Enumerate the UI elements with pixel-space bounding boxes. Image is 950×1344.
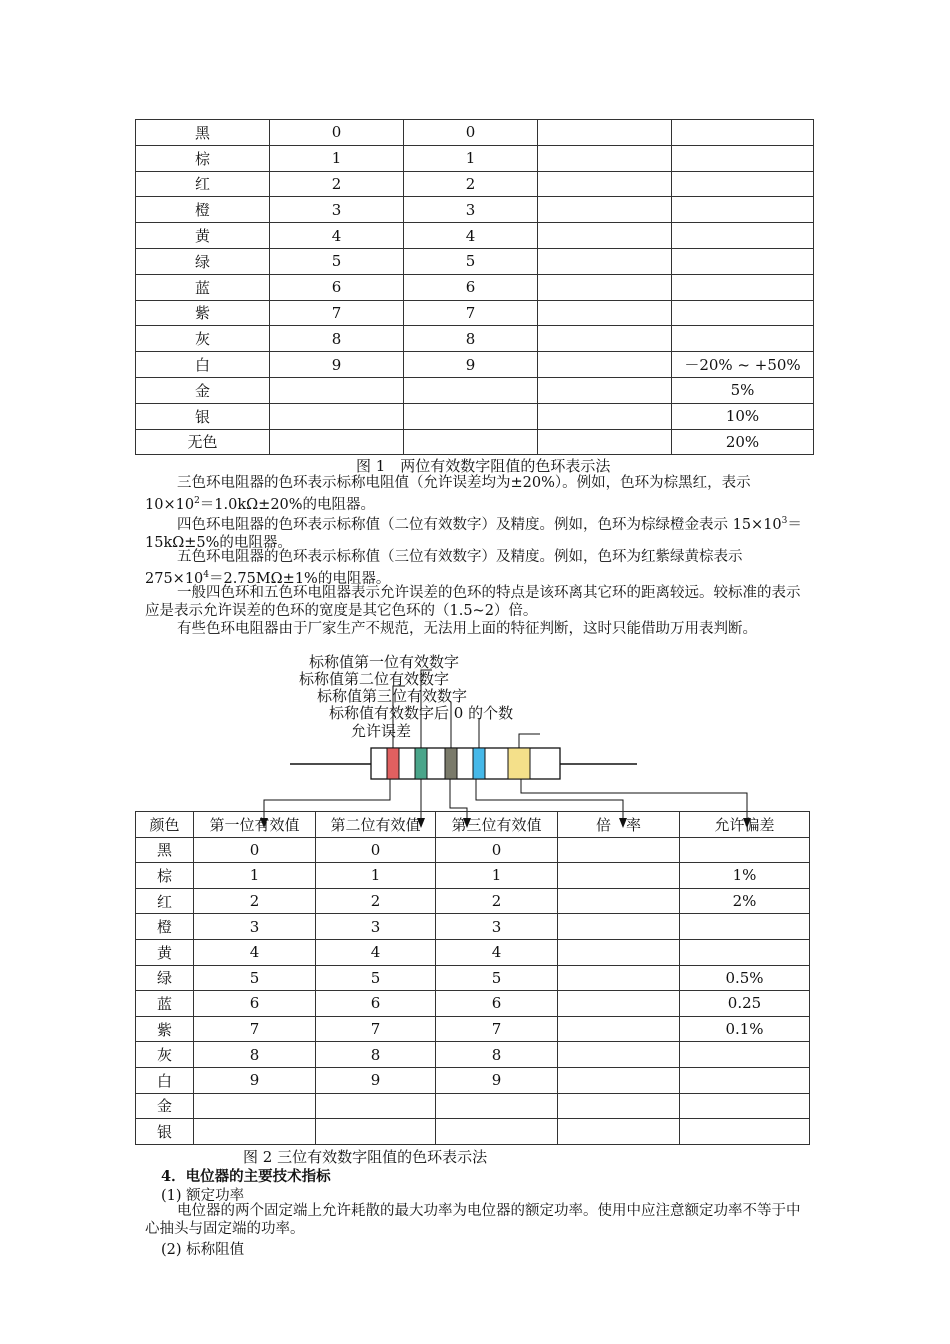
table1-cell: 棕 bbox=[136, 145, 270, 171]
table1-cell: 4 bbox=[404, 223, 538, 249]
table2-cell: 黑 bbox=[136, 837, 194, 863]
table2-cell: 橙 bbox=[136, 914, 194, 940]
table1-cell: 1 bbox=[404, 145, 538, 171]
table2-row bbox=[136, 888, 810, 914]
table2-cell bbox=[316, 1119, 436, 1145]
table2-cell: 7 bbox=[316, 1016, 436, 1042]
table2-cell: 棕 bbox=[136, 863, 194, 889]
table1-cell: 2 bbox=[404, 171, 538, 197]
table1-cell bbox=[672, 171, 814, 197]
table1-cell bbox=[672, 145, 814, 171]
table2-cell: 5 bbox=[436, 965, 558, 991]
table2-cell: 1 bbox=[316, 863, 436, 889]
resistor-diagram bbox=[0, 640, 950, 840]
table2-cell: 6 bbox=[436, 991, 558, 1017]
p3-text-b: ＝2.75MΩ±1%的电阻器。 bbox=[209, 570, 391, 587]
table1-row bbox=[136, 120, 814, 146]
table1-cell: 橙 bbox=[136, 197, 270, 223]
table2-cell bbox=[558, 1016, 680, 1042]
table1-cell: 4 bbox=[270, 223, 404, 249]
table1-cell: 3 bbox=[270, 197, 404, 223]
table2-row bbox=[136, 863, 810, 889]
table2-cell bbox=[558, 863, 680, 889]
paragraph-tolerance-band: 一般四色环和五色环电阻器表示允许误差的色环的特点是该环离其它环的距离较远。较标准的表示应是表示允许误差的色环的宽度是其它色环的（1.5~2）倍。 bbox=[145, 585, 801, 619]
leader-band2-top bbox=[421, 670, 432, 748]
table2-row bbox=[136, 1016, 810, 1042]
table1-row bbox=[136, 352, 814, 378]
table1-cell: 紫 bbox=[136, 300, 270, 326]
table1-cell bbox=[270, 377, 404, 403]
p1-text-b: ＝1.0kΩ±20%的电阻器。 bbox=[199, 496, 376, 513]
table2-cell: 红 bbox=[136, 888, 194, 914]
table1-cell bbox=[672, 223, 814, 249]
table1-cell bbox=[672, 274, 814, 300]
table2-cell: 3 bbox=[436, 914, 558, 940]
table1-cell: 6 bbox=[404, 274, 538, 300]
table1-cell: 7 bbox=[404, 300, 538, 326]
p2-text-b: ＝15kΩ±5%的电阻器。 bbox=[145, 516, 802, 551]
p1-superscript: 2 bbox=[194, 496, 200, 506]
table2-cell bbox=[436, 1093, 558, 1119]
table2-cell bbox=[680, 1042, 810, 1068]
table1-cell bbox=[538, 248, 672, 274]
table2-cell bbox=[194, 1119, 316, 1145]
table2-cell: 0.1% bbox=[680, 1016, 810, 1042]
table2-cell: 4 bbox=[316, 939, 436, 965]
band-2 bbox=[415, 748, 427, 779]
table2-cell bbox=[558, 991, 680, 1017]
table2-row bbox=[136, 965, 810, 991]
table2-cell: 白 bbox=[136, 1067, 194, 1093]
section4-sub1: (1) 额定功率 bbox=[161, 1188, 245, 1204]
table1-row bbox=[136, 274, 814, 300]
table1-cell: 9 bbox=[270, 352, 404, 378]
table2-cell bbox=[194, 1093, 316, 1119]
p1-text-a: 三色环电阻器的色环表示标称电阻值（允许误差均为±20%）。例如，色环为棕黑红，表示 10×10 bbox=[145, 475, 751, 513]
table1-cell bbox=[270, 429, 404, 455]
table2-cell: 2 bbox=[436, 888, 558, 914]
table2-cell bbox=[680, 1093, 810, 1119]
band-3 bbox=[445, 748, 457, 779]
table2-cell bbox=[558, 1067, 680, 1093]
table2-header-cell: 倍 率 bbox=[558, 812, 680, 838]
table2-row bbox=[136, 837, 810, 863]
p3-text-a: 五色环电阻器的色环表示标称值（三位有效数字）及精度。例如，色环为红紫绿黄棕表示 275×10 bbox=[145, 549, 743, 587]
p2-superscript: 3 bbox=[781, 516, 788, 526]
table1-cell: 0 bbox=[404, 120, 538, 146]
table2-row bbox=[136, 914, 810, 940]
table2-header-cell: 第三位有效值 bbox=[436, 812, 558, 838]
table1-cell: 灰 bbox=[136, 326, 270, 352]
table1-cell: 0 bbox=[270, 120, 404, 146]
table1-cell: 无色 bbox=[136, 429, 270, 455]
table1-row bbox=[136, 377, 814, 403]
section4-sub2: (2) 标称阻值 bbox=[161, 1242, 245, 1258]
table1-cell: 黑 bbox=[136, 120, 270, 146]
table2-cell: 绿 bbox=[136, 965, 194, 991]
table1-cell bbox=[672, 248, 814, 274]
table2-cell: 0.25 bbox=[680, 991, 810, 1017]
table2-cell: 0 bbox=[194, 837, 316, 863]
table2-cell: 7 bbox=[436, 1016, 558, 1042]
table2-cell: 9 bbox=[194, 1067, 316, 1093]
table2-cell: 8 bbox=[316, 1042, 436, 1068]
table1-cell: 5 bbox=[270, 248, 404, 274]
table1-row bbox=[136, 171, 814, 197]
table2-cell: 7 bbox=[194, 1016, 316, 1042]
table1-cell: 金 bbox=[136, 377, 270, 403]
table1-row bbox=[136, 248, 814, 274]
paragraph-four-band bbox=[145, 512, 810, 552]
table2-cell: 5 bbox=[316, 965, 436, 991]
table1-cell: －20% ~ +50% bbox=[672, 352, 814, 378]
label-tolerance: 允许误差 bbox=[351, 722, 412, 740]
table1-cell: 白 bbox=[136, 352, 270, 378]
table2-cell: 黄 bbox=[136, 939, 194, 965]
table1-cell bbox=[270, 403, 404, 429]
table1-cell bbox=[538, 300, 672, 326]
table1-cell: 5 bbox=[404, 248, 538, 274]
table2-cell bbox=[558, 888, 680, 914]
table1-cell: 6 bbox=[270, 274, 404, 300]
table1-cell bbox=[538, 223, 672, 249]
table2-cell: 0 bbox=[436, 837, 558, 863]
table1-cell: 1 bbox=[270, 145, 404, 171]
table2-cell: 5 bbox=[194, 965, 316, 991]
table2-row bbox=[136, 1042, 810, 1068]
band-5 bbox=[508, 748, 530, 779]
table2-cell: 1 bbox=[436, 863, 558, 889]
table1-cell bbox=[538, 145, 672, 171]
table2-cell: 1% bbox=[680, 863, 810, 889]
table1-cell bbox=[404, 429, 538, 455]
leader-band5-top bbox=[519, 734, 540, 748]
figure2-caption: 图 2 三位有效数字阻值的色环表示法 bbox=[243, 1148, 488, 1166]
table1-cell bbox=[538, 403, 672, 429]
table1-cell: 红 bbox=[136, 171, 270, 197]
table2-cell: 蓝 bbox=[136, 991, 194, 1017]
table2-cell: 0 bbox=[316, 837, 436, 863]
table2-row bbox=[136, 1119, 810, 1145]
label-second-digit: 标称值第二位有效数字 bbox=[299, 670, 450, 688]
table1-cell bbox=[672, 326, 814, 352]
table2-cell: 银 bbox=[136, 1119, 194, 1145]
table2-cell: 8 bbox=[436, 1042, 558, 1068]
table1-cell bbox=[538, 352, 672, 378]
table2-cell: 6 bbox=[316, 991, 436, 1017]
table2-header-cell: 颜色 bbox=[136, 812, 194, 838]
table2-cell bbox=[558, 939, 680, 965]
table2-cell bbox=[680, 1119, 810, 1145]
table2-cell: 0.5% bbox=[680, 965, 810, 991]
color-code-table-two-digit bbox=[135, 119, 814, 455]
table1-row bbox=[136, 197, 814, 223]
label-multiplier: 标称值有效数字后 0 的个数 bbox=[329, 704, 514, 722]
table2-cell: 灰 bbox=[136, 1042, 194, 1068]
table2-cell bbox=[558, 914, 680, 940]
table2-cell: 4 bbox=[436, 939, 558, 965]
paragraph-five-band bbox=[145, 548, 810, 588]
table2-cell: 2 bbox=[194, 888, 316, 914]
table1-cell: 银 bbox=[136, 403, 270, 429]
table1-cell bbox=[538, 326, 672, 352]
table1-row bbox=[136, 403, 814, 429]
table2-cell: 金 bbox=[136, 1093, 194, 1119]
table2-header-cell: 允许偏差 bbox=[680, 812, 810, 838]
table1-row bbox=[136, 145, 814, 171]
table2-cell bbox=[316, 1093, 436, 1119]
table2-row bbox=[136, 991, 810, 1017]
table2-cell bbox=[680, 837, 810, 863]
table2-header-cell: 第一位有效值 bbox=[194, 812, 316, 838]
table2-row bbox=[136, 1067, 810, 1093]
table1-cell bbox=[672, 120, 814, 146]
table2-cell bbox=[558, 965, 680, 991]
table1-cell bbox=[404, 377, 538, 403]
table2-cell: 1 bbox=[194, 863, 316, 889]
table1-cell: 绿 bbox=[136, 248, 270, 274]
table1-cell bbox=[538, 377, 672, 403]
table2-cell bbox=[558, 1119, 680, 1145]
table2-cell: 紫 bbox=[136, 1016, 194, 1042]
table1-cell: 20% bbox=[672, 429, 814, 455]
table2-cell: 6 bbox=[194, 991, 316, 1017]
table2-cell bbox=[558, 1042, 680, 1068]
table1-cell bbox=[538, 274, 672, 300]
table2-header-row bbox=[136, 812, 810, 838]
table1-cell: 7 bbox=[270, 300, 404, 326]
table2-cell bbox=[680, 939, 810, 965]
table2-cell: 2 bbox=[316, 888, 436, 914]
table1-cell bbox=[672, 197, 814, 223]
table1-cell: 5% bbox=[672, 377, 814, 403]
table2-cell bbox=[436, 1119, 558, 1145]
table1-cell bbox=[538, 197, 672, 223]
figure1-caption: 图 1 两位有效数字阻值的色环表示法 bbox=[356, 457, 611, 475]
section4-sub1-text: 电位器的两个固定端上允许耗散的最大功率为电位器的额定功率。使用中应注意额定功率不等于中心抽头与固定端的功率。 bbox=[145, 1203, 801, 1237]
table2-cell bbox=[680, 1067, 810, 1093]
table2-cell bbox=[558, 1093, 680, 1119]
table2-cell: 4 bbox=[194, 939, 316, 965]
table2-cell: 9 bbox=[436, 1067, 558, 1093]
table2-header-cell: 第二位有效值 bbox=[316, 812, 436, 838]
label-first-digit: 标称值第一位有效数字 bbox=[309, 653, 460, 671]
label-third-digit: 标称值第三位有效数字 bbox=[317, 687, 468, 705]
table1-cell: 8 bbox=[270, 326, 404, 352]
table1-cell bbox=[538, 429, 672, 455]
color-code-table-three-digit bbox=[135, 811, 810, 1145]
section4-heading: 4．电位器的主要技术指标 bbox=[161, 1168, 331, 1185]
p3-superscript: 4 bbox=[203, 570, 210, 580]
table1-cell bbox=[538, 120, 672, 146]
table1-cell: 黄 bbox=[136, 223, 270, 249]
table1-cell bbox=[672, 300, 814, 326]
table1-cell: 10% bbox=[672, 403, 814, 429]
table2-row bbox=[136, 939, 810, 965]
table1-cell bbox=[538, 171, 672, 197]
table2-row bbox=[136, 1093, 810, 1119]
paragraph-three-band bbox=[145, 474, 810, 514]
table1-cell: 9 bbox=[404, 352, 538, 378]
paragraph-multimeter: 有些色环电阻器由于厂家生产不规范，无法用上面的特征判断，这时只能借助万用表判断。 bbox=[177, 621, 757, 637]
band-1 bbox=[387, 748, 399, 779]
table1-row bbox=[136, 300, 814, 326]
table1-row bbox=[136, 223, 814, 249]
table2-cell bbox=[680, 914, 810, 940]
table2-cell: 8 bbox=[194, 1042, 316, 1068]
table1-cell: 蓝 bbox=[136, 274, 270, 300]
table1-cell: 8 bbox=[404, 326, 538, 352]
table1-cell: 2 bbox=[270, 171, 404, 197]
table1-cell: 3 bbox=[404, 197, 538, 223]
table1-row bbox=[136, 326, 814, 352]
table2-cell: 9 bbox=[316, 1067, 436, 1093]
table2-cell: 3 bbox=[316, 914, 436, 940]
table2-cell: 3 bbox=[194, 914, 316, 940]
band-4 bbox=[473, 748, 485, 779]
table2-cell bbox=[558, 837, 680, 863]
leader-band1-top bbox=[393, 686, 405, 748]
table1-cell bbox=[404, 403, 538, 429]
p2-text-a: 四色环电阻器的色环表示标称值（二位有效数字）及精度。例如，色环为棕绿橙金表示 15×10 bbox=[177, 516, 782, 533]
table2-cell: 2% bbox=[680, 888, 810, 914]
table1-row bbox=[136, 429, 814, 455]
